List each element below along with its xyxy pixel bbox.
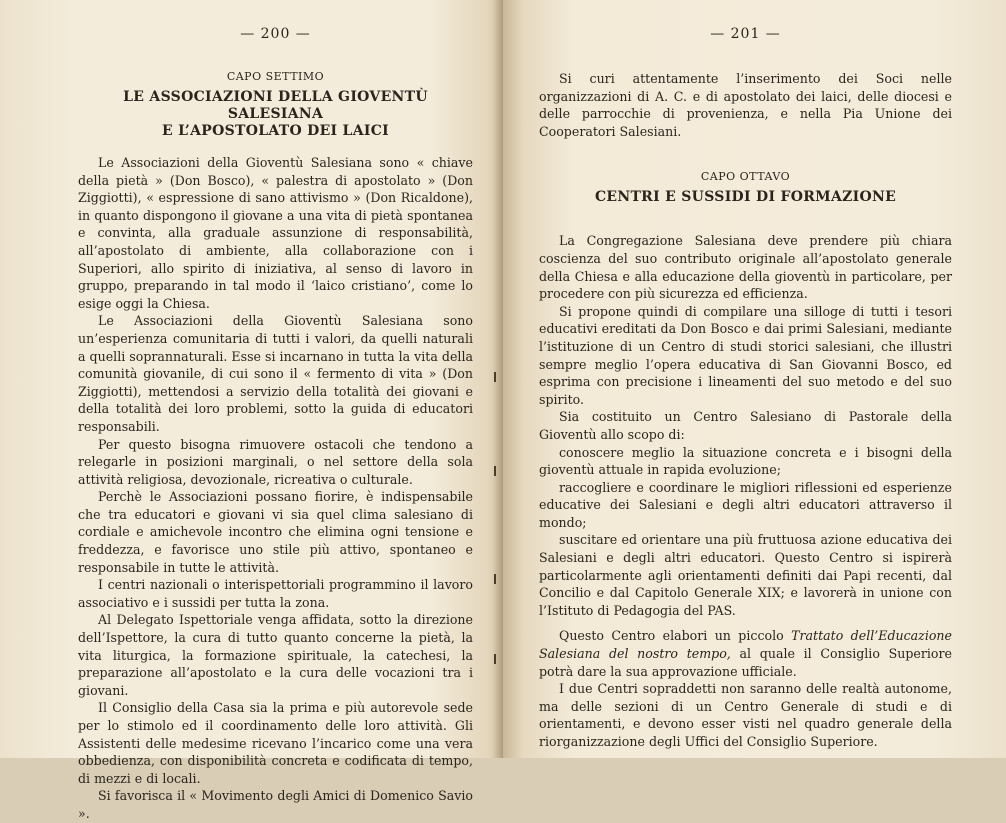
chapter-label: CAPO SETTIMO [226,70,325,83]
chapter-title-line-1: LE ASSOCIAZIONI DELLA GIOVENTÙ SALESIANA [123,89,428,122]
page-number: — 200 — [240,26,311,42]
binding-mark [494,654,496,664]
paragraph: Le Associazioni della Gioventù Salesiana sono un’esperienza comunitaria di tutti i valori, da quelli naturali a quelli soprannaturali. Esse si incarnano in tutta la vita della comunità giovanile, di cui sono il « fermento di vita » (Don Ziggiotti), mettendosi a servizio della totalità dei giovani e della totalità dei loro problemi, sotto la guida di educatori responsabili. [78,313,473,434]
paragraph-text: al quale il Consiglio Superiore potrà dare la sua approvazione ufficiale. [539,646,952,679]
paragraph: I due Centri sopraddetti non saranno delle realtà autonome, ma delle sezioni di un Centro Generale di studi e di orientamenti, e devono esser visti nel quadro generale della riorganizzazione degli Uffici del Consiglio Superiore. [539,681,952,749]
paragraph: Per questo bisogna rimuovere ostacoli che tendono a relegarle in posizioni marginali, o nel settore della sola attività religiosa, devozionale, ricreativa o culturale. [78,436,473,487]
paragraph: Il Consiglio della Casa sia la prima e più autorevole sede per lo stimolo ed il coordinamento delle loro attività. Gli Assistenti delle medesime ricevano l’incarico come una vera obbedienza, con disponibilità concreta e codificata di tempo, di mezzi e di locali. [78,700,473,786]
binding-mark [494,466,496,476]
left-page [0,0,503,821]
chapter-title [78,89,473,140]
page-number: — 201 — [710,26,781,42]
paragraph: Al Delegato Ispettoriale venga affidata, sotto la direzione dell’Ispettore, la cura di tutto quanto concerne la pietà, la vita liturgica, la formazione spirituale, la catechesi, la preparazione all’apostolato e la cura delle vocazioni tra i giovani. [78,612,473,698]
chapter-title: CENTRI E SUSSIDI DI FORMAZIONE [594,189,897,206]
paragraph: conoscere meglio la situazione concreta e i bisogni della gioventù attuale in rapida evoluzione; [539,444,952,478]
right-page [503,0,1006,758]
chapter-label: CAPO OTTAVO [700,170,791,184]
paragraph: Si curi attentamente l’inserimento dei Soci nelle organizzazioni di A. C. e di apostolato dei laici, delle diocesi e delle parrocchie di provenienza, e nella Pia Unione dei Cooperatori Salesiani. [539,71,952,139]
binding-mark [494,574,496,584]
paragraph: La Congregazione Salesiana deve prendere più chiara coscienza del suo contributo originale all’apostolato generale della Chiesa e alla educazione della gioventù in particolare, per procedere con più sicurezza ed efficienza. [539,233,952,302]
paragraph [539,627,952,680]
paragraph: suscitare ed orientare una più fruttuosa azione educativa dei Salesiani e degli altri educatori. Questo Centro si ispirerà particolarmente agli orientamenti definiti dai Papi recenti, dal Concilio e dal Capitolo Generale XIX; e lavorerà in unione con l’Istituto di Pedagogia del PAS. [539,532,952,618]
paragraph: Si favorisca il « Movimento degli Amici di Domenico Savio ». [78,788,473,821]
paragraph: Le Associazioni della Gioventù Salesiana sono « chiave della pietà » (Don Bosco), « palestra di apostolato » (Don Ziggiotti), « espressione di sano attivismo » (Don Ricaldone), in quanto dispongono il giovane a una vita di pietà spontanea e convinta, alla graduale assunzione di responsabilità, all’apostolato di ambiente, alla collaborazione con i Superiori, allo spirito di iniziativa, al senso di lavoro in gruppo, preparando in tal modo il ‘laico cristiano’, come lo esige oggi la Chiesa. [78,155,473,311]
italic-title: Trattato dell’Educazione Salesiana del nostro tempo, [539,628,952,662]
paragraph: Si propone quindi di compilare una silloge di tutti i tesori educativi ereditati da Don Bosco e dai primi Salesiani, mediante l’istituzione di un Centro di studi storici salesiani, che illustri sempre meglio l’opera educativa di San Giovanni Bosco, ed esprima con precisione i lineamenti del suo metodo e del suo spirito. [539,303,952,407]
binding-mark [494,372,496,382]
paragraph: raccogliere e coordinare le migliori riflessioni ed esperienze educative dei Salesiani e degli altri educatori attraverso il mondo; [539,479,952,530]
paragraph: I centri nazionali o interispettoriali programmino il lavoro associativo e i sussidi per tutta la zona. [78,577,473,610]
chapter-title-line-2: E L’APOSTOLATO DEI LAICI [161,123,390,139]
paragraph-text: Questo Centro elabori un piccolo [559,628,784,644]
paragraph: Perchè le Associazioni possano fiorire, è indispensabile che tra educatori e giovani vi sia quel clima salesiano di cordiale e amichevole incontro che elimina ogni tensione e freddezza, e favorisce uno stile più attivo, spontaneo e responsabile in tutte le attività. [78,489,473,575]
paragraph: Sia costituito un Centro Salesiano di Pastorale della Gioventù allo scopo di: [539,409,952,442]
